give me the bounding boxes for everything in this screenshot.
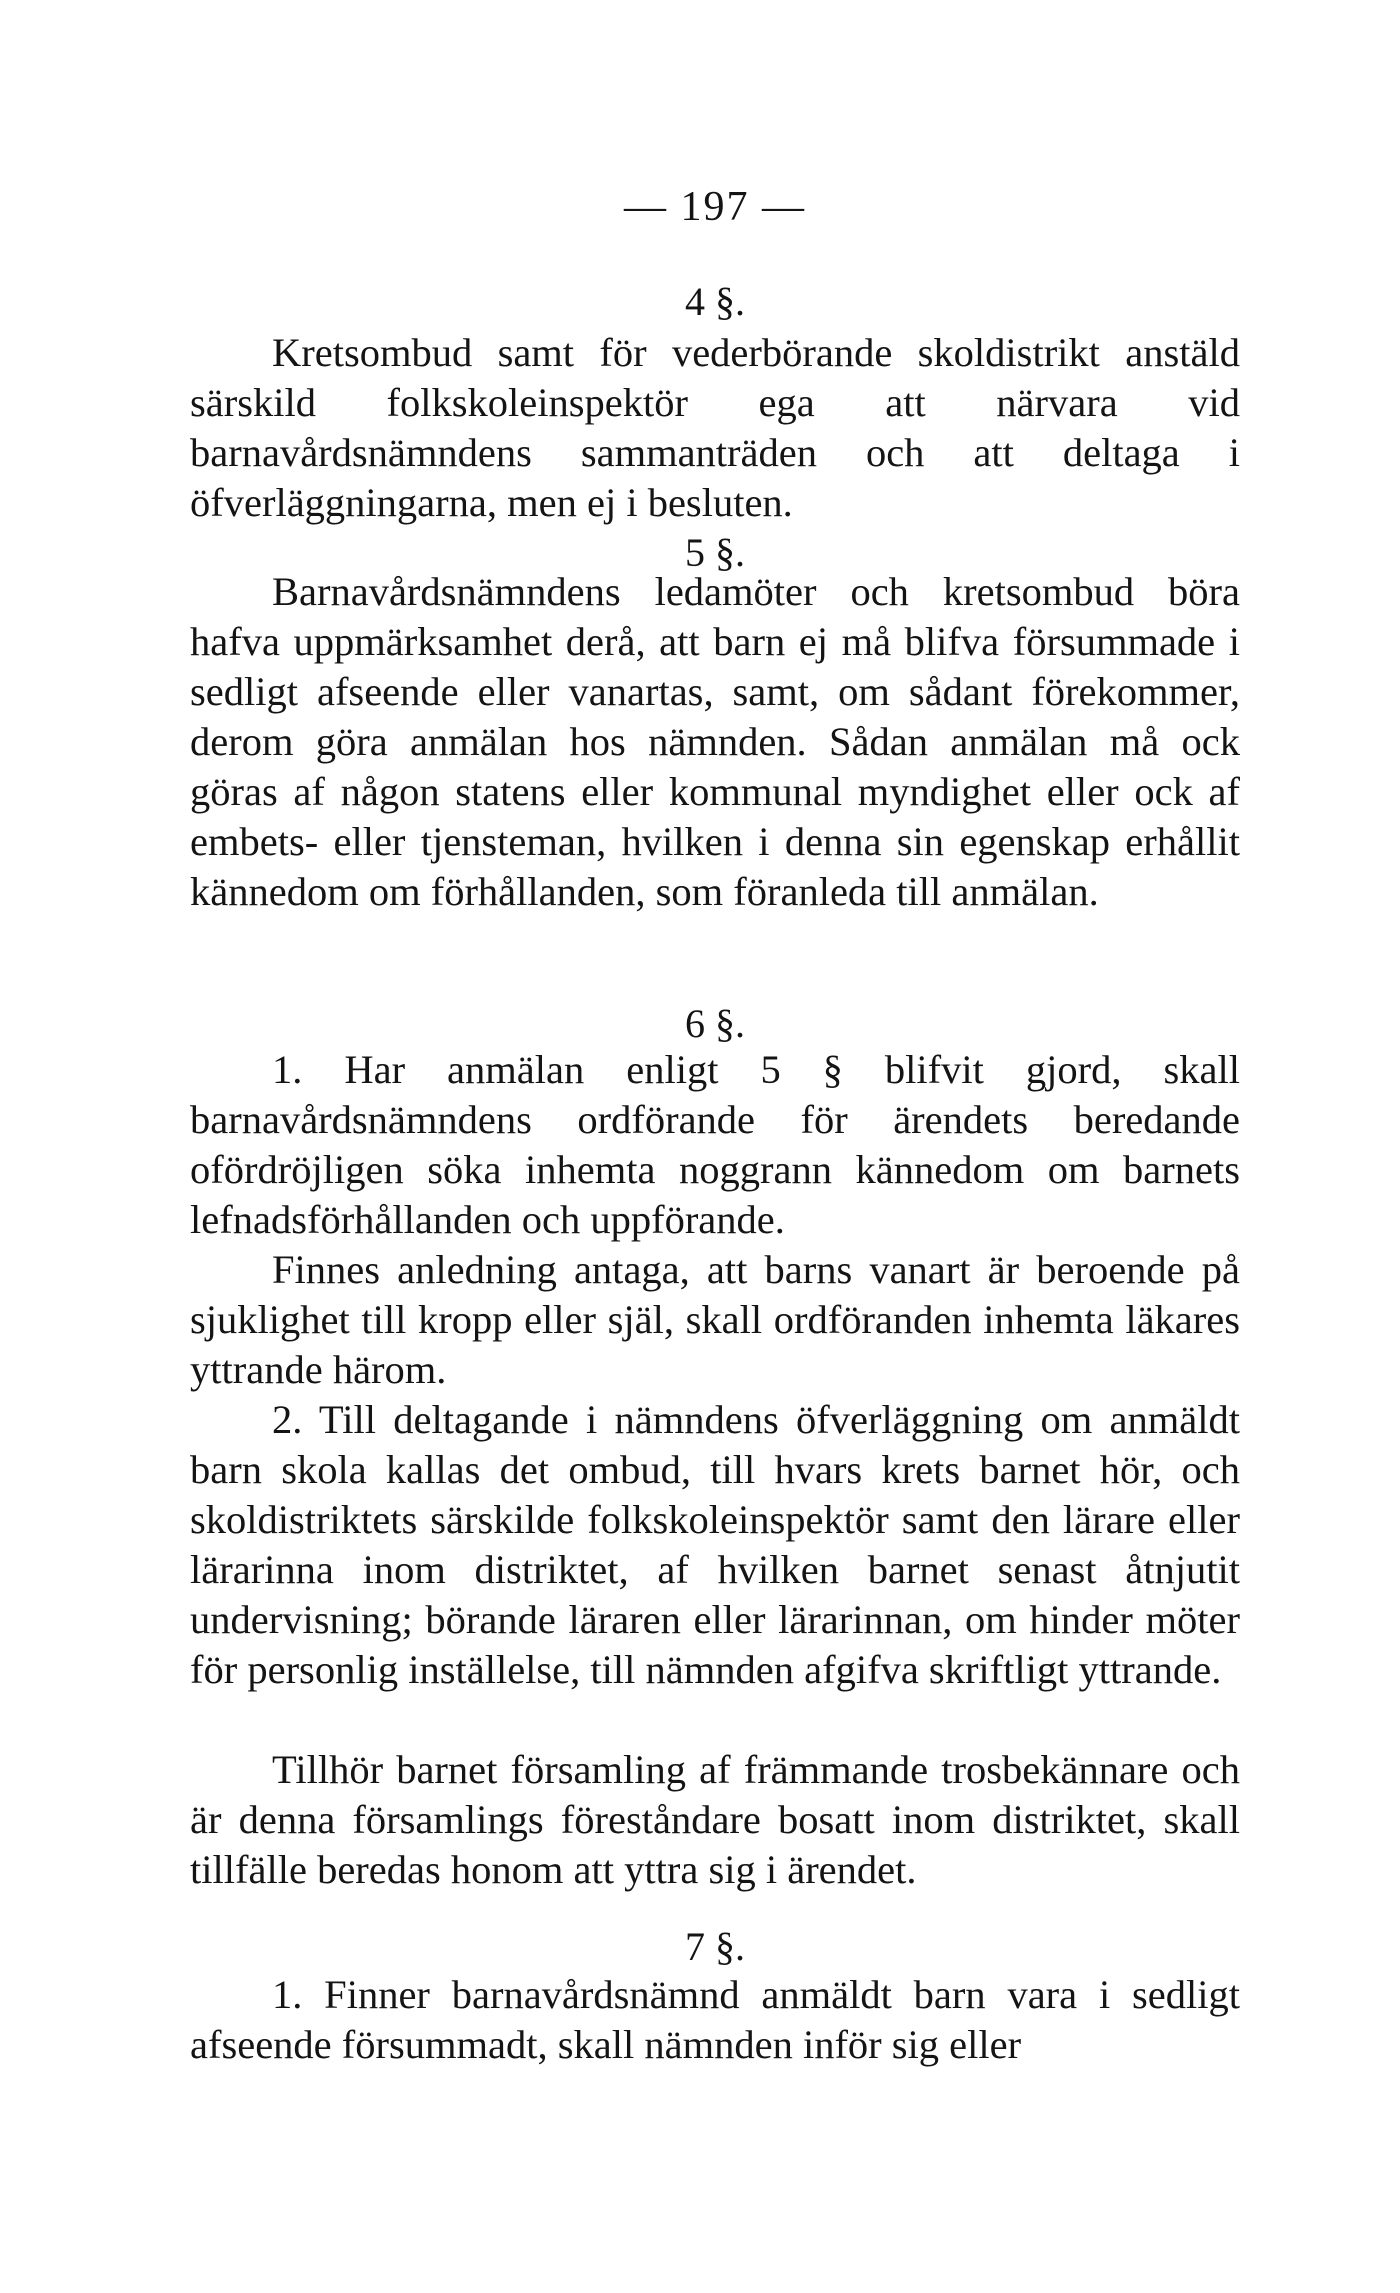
section-heading-5: 5 §. <box>685 530 745 575</box>
paragraph-6-2: Finnes anledning antaga, att barns vanart är beroende på sjuklighet till kropp eller själ, skall ordföranden inhemta läkares yttrande härom. <box>190 1247 1240 1392</box>
section-heading-6: 6 §. <box>685 1001 745 1046</box>
paragraph-4-1: Kretsombud samt för vederbörande skoldistrikt anstäld särskild folkskoleinspektör ega att närvara vid barnavårdsnämndens sammanträden och att deltaga i öfverläggningarna, men ej i besluten. <box>190 330 1240 525</box>
page-number: — 197 — <box>624 184 806 230</box>
paragraph-5-1: Barnavårdsnämndens ledamöter och kretsombud böra hafva uppmärksamhet derå, att barn ej må blifva försummade i sedligt afseende eller vanartas, samt, om sådant förekommer, derom göra anmälan hos nämnden. Sådan anmälan må ock göras af någon statens eller kommunal myndighet eller ock af embets- eller tjensteman, hvilken i denna sin egenskap erhållit kännedom om förhållanden, som föranleda till anmälan. <box>190 569 1240 914</box>
paragraph-6-4: Tillhör barnet församling af främmande trosbekännare och är denna församlings föreståndare bosatt inom distriktet, skall tillfälle beredas honom att yttra sig i ärendet. <box>190 1747 1240 1892</box>
paragraph-7-1: 1. Finner barnavårdsnämnd anmäldt barn vara i sedligt afseende försummadt, skall nämnden inför sig eller <box>190 1972 1240 2067</box>
paragraph-6-3: 2. Till deltagande i nämndens öfverläggning om anmäldt barn skola kallas det ombud, till hvars krets barnet hör, och skoldistriktets särskilde folkskoleinspektör samt den lärare eller lärarinna inom distriktet, af hvilken barnet senast åtnjutit undervisning; börande läraren eller lärarinnan, om hinder möter för personlig inställelse, till nämnden afgifva skriftligt yttrande. <box>190 1397 1240 1692</box>
paragraph-6-1: 1. Har anmälan enligt 5 § blifvit gjord, skall barnavårdsnämndens ordförande för ärendets beredande ofördröjligen söka inhemta noggrann kännedom om barnets lefnadsförhållanden och uppförande. <box>190 1047 1240 1242</box>
document-page <box>190 0 1240 2293</box>
section-heading-4: 4 §. <box>685 279 745 324</box>
section-heading-7: 7 §. <box>685 1924 745 1969</box>
